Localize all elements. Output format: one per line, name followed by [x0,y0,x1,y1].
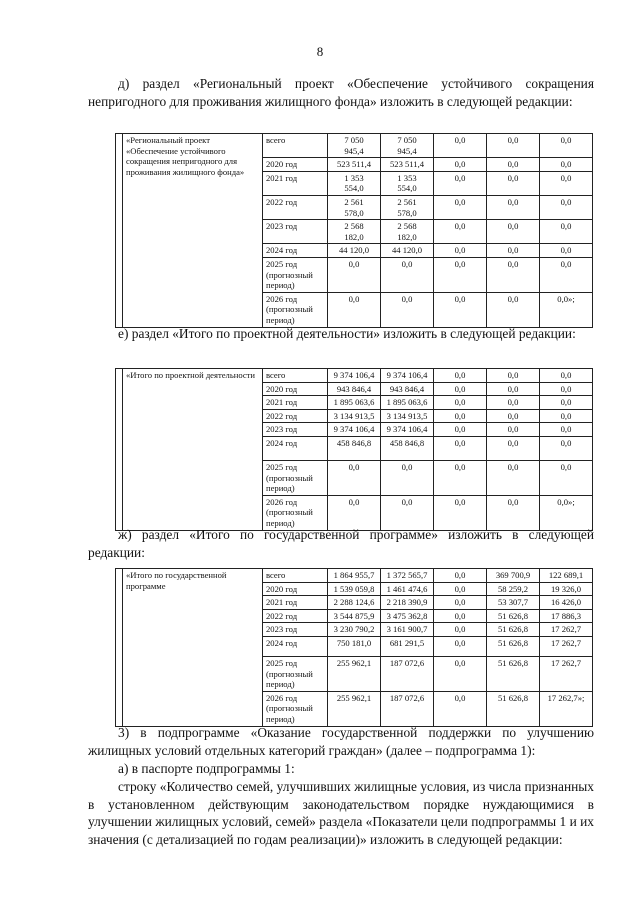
year-cell: 2021 год [263,396,328,410]
value-cell: 750 181,0 [328,636,381,656]
value-cell: 17 886,3 [540,609,593,623]
year-cell: 2024 год [263,436,328,460]
value-cell: 255 962,1 [328,656,381,691]
year-cell: всего [263,569,328,583]
value-cell: 0,0 [434,460,487,495]
value-cell: 0,0 [434,244,487,258]
year-cell: 2022 год [263,409,328,423]
value-cell: 943 846,4 [381,382,434,396]
value-cell: 0,0 [434,409,487,423]
value-cell: 0,0 [434,582,487,596]
value-cell: 0,0»; [540,292,593,327]
value-cell: 681 291,5 [381,636,434,656]
value-cell: 0,0 [487,423,540,437]
value-cell: 44 120,0 [381,244,434,258]
value-cell: 51 626,8 [487,691,540,726]
value-cell: 3 134 913,5 [381,409,434,423]
value-cell: 0,0 [434,171,487,195]
value-cell: 0,0 [434,569,487,583]
value-cell: 0,0 [434,623,487,637]
value-cell: 255 962,1 [328,691,381,726]
value-cell: 0,0 [540,436,593,460]
value-cell: 458 846,8 [328,436,381,460]
value-cell: 369 700,9 [487,569,540,583]
year-cell: 2026 год (прогнозный период) [263,691,328,726]
value-cell: 9 374 106,4 [381,369,434,383]
value-cell: 0,0 [540,171,593,195]
value-cell: 0,0 [434,134,487,158]
value-cell: 0,0 [381,292,434,327]
value-cell: 2 561 578,0 [328,195,381,219]
year-cell: 2026 год (прогнозный период) [263,495,328,530]
section-e-text: е) раздел «Итого по проектной деятельности» изложить в следующей редакции: [118,326,576,341]
year-cell: 2020 год [263,158,328,172]
value-cell: 0,0 [540,220,593,244]
year-cell: 2024 год [263,636,328,656]
value-cell: 0,0 [434,195,487,219]
year-cell: 2025 год (прогнозный период) [263,257,328,292]
value-cell: 51 626,8 [487,656,540,691]
value-cell: 44 120,0 [328,244,381,258]
value-cell: 2 568 182,0 [381,220,434,244]
value-cell: 0,0 [434,609,487,623]
value-cell: 3 161 900,7 [381,623,434,637]
year-cell: 2023 год [263,423,328,437]
value-cell: 0,0 [434,636,487,656]
value-cell: 0,0 [540,382,593,396]
value-cell: 0,0 [381,257,434,292]
value-cell: 0,0 [487,220,540,244]
value-cell: 0,0 [434,396,487,410]
year-cell: 2020 год [263,582,328,596]
value-cell: 9 374 106,4 [381,423,434,437]
value-cell: 0,0 [487,158,540,172]
table-regional-project [115,133,593,328]
value-cell: 0,0 [328,257,381,292]
value-cell: 0,0 [328,292,381,327]
value-cell: 458 846,8 [381,436,434,460]
value-cell: 17 262,7 [540,656,593,691]
row-stub [116,369,123,531]
section-zh-text: ж) раздел «Итого по государственной программе» изложить в следующей редакции: [88,527,594,560]
value-cell: 0,0 [434,495,487,530]
section-name-cell: «Итого по государственной программе [123,569,263,727]
value-cell: 0,0 [487,134,540,158]
value-cell: 0,0 [434,382,487,396]
year-cell: 2021 год [263,596,328,610]
section-name-cell: «Региональный проект «Обеспечение устойчивого сокращения непригодного для проживания жилищного фонда» [123,134,263,328]
value-cell: 0,0 [434,158,487,172]
value-cell: 51 626,8 [487,609,540,623]
value-cell: 0,0 [487,396,540,410]
value-cell: 51 626,8 [487,623,540,637]
value-cell: 0,0 [487,171,540,195]
value-cell: 0,0 [434,423,487,437]
value-cell: 523 511,4 [328,158,381,172]
value-cell: 0,0 [434,436,487,460]
year-cell: 2023 год [263,220,328,244]
value-cell: 0,0 [328,460,381,495]
value-cell: 0,0 [434,691,487,726]
value-cell: 943 846,4 [328,382,381,396]
value-cell: 0,0 [540,409,593,423]
value-cell: 19 326,0 [540,582,593,596]
year-cell: всего [263,134,328,158]
value-cell: 9 374 106,4 [328,369,381,383]
value-cell: 3 544 875,9 [328,609,381,623]
value-cell: 0,0 [487,382,540,396]
year-cell: 2025 год (прогнозный период) [263,460,328,495]
value-cell: 0,0 [434,596,487,610]
value-cell: 1 539 059,8 [328,582,381,596]
value-cell: 2 288 124,6 [328,596,381,610]
value-cell: 0,0 [434,656,487,691]
row-stub [116,134,123,328]
table-row [116,569,593,583]
passport-paragraph: а) в паспорте подпрограммы 1: [118,761,295,776]
value-cell: 16 426,0 [540,596,593,610]
value-cell: 0,0 [487,436,540,460]
value-cell: 0,0 [328,495,381,530]
value-cell: 1 353 554,0 [381,171,434,195]
value-cell: 7 050 945,4 [381,134,434,158]
value-cell: 0,0 [434,369,487,383]
value-cell: 1 372 565,7 [381,569,434,583]
table-project-activity-total [115,368,593,531]
value-cell: 0,0 [540,396,593,410]
value-cell: 0,0 [540,195,593,219]
year-cell: 2026 год (прогнозный период) [263,292,328,327]
year-cell: 2024 год [263,244,328,258]
value-cell: 187 072,6 [381,691,434,726]
value-cell: 3 475 362,8 [381,609,434,623]
value-cell: 17 262,7 [540,623,593,637]
value-cell: 2 568 182,0 [328,220,381,244]
value-cell: 0,0 [487,369,540,383]
value-cell: 3 134 913,5 [328,409,381,423]
value-cell: 122 689,1 [540,569,593,583]
value-cell: 1 895 063,6 [381,396,434,410]
value-cell: 0,0 [434,257,487,292]
value-cell: 0,0 [487,244,540,258]
year-cell: 2023 год [263,623,328,637]
year-cell: всего [263,369,328,383]
section-name-cell: «Итого по проектной деятельности [123,369,263,531]
value-cell: 523 511,4 [381,158,434,172]
value-cell: 9 374 106,4 [328,423,381,437]
value-cell: 58 259,2 [487,582,540,596]
value-cell: 0,0 [487,195,540,219]
value-cell: 0,0 [487,409,540,423]
year-cell: 2021 год [263,171,328,195]
value-cell: 0,0 [487,495,540,530]
year-cell: 2025 год (прогнозный период) [263,656,328,691]
value-cell: 0,0 [540,460,593,495]
subprogram-1-paragraph: 3) в подпрограмме «Оказание государственной поддержки по улучшению жилищных условий отдельных категорий граждан» (далее – подпрограмма 1): [88,725,594,758]
value-cell: 0,0 [434,292,487,327]
value-cell: 0,0 [381,460,434,495]
value-cell: 1 461 474,6 [381,582,434,596]
value-cell: 0,0 [540,244,593,258]
value-cell: 0,0 [540,423,593,437]
value-cell: 3 230 790,2 [328,623,381,637]
value-cell: 0,0 [381,495,434,530]
table-row [116,369,593,383]
value-cell: 0,0 [540,257,593,292]
value-cell: 2 218 390,9 [381,596,434,610]
value-cell: 51 626,8 [487,636,540,656]
value-cell: 1 353 554,0 [328,171,381,195]
value-cell: 187 072,6 [381,656,434,691]
value-cell: 0,0»; [540,495,593,530]
page-number: 8 [316,44,324,59]
value-cell: 0,0 [487,292,540,327]
value-cell: 0,0 [487,460,540,495]
value-cell: 0,0 [487,257,540,292]
row-stub [116,569,123,727]
year-cell: 2020 год [263,382,328,396]
value-cell: 1 864 955,7 [328,569,381,583]
year-cell: 2022 год [263,609,328,623]
table-row [116,134,593,158]
value-cell: 0,0 [540,158,593,172]
value-cell: 17 262,7 [540,636,593,656]
value-cell: 2 561 578,0 [381,195,434,219]
table-state-program-total [115,568,593,727]
year-cell: 2022 год [263,195,328,219]
value-cell: 7 050 945,4 [328,134,381,158]
value-cell: 17 262,7»; [540,691,593,726]
indicator-line-paragraph: строку «Количество семей, улучшивших жилищные условия, из числа признанных в установленном действующим законодательством порядке нуждающимися в улучшении жилищных условий, семей» раздела «Показатели цели подпрограммы 1 и их значения (с детализацией по годам реализации)» изложить в следующей редакции: [88,779,594,847]
value-cell: 53 307,7 [487,596,540,610]
value-cell: 0,0 [540,369,593,383]
value-cell: 0,0 [540,134,593,158]
value-cell: 0,0 [434,220,487,244]
section-d-text: д) раздел «Региональный проект «Обеспечение устойчивого сокращения непригодного для проживания жилищного фонда» изложить в следующей редакции: [88,76,594,109]
value-cell: 1 895 063,6 [328,396,381,410]
